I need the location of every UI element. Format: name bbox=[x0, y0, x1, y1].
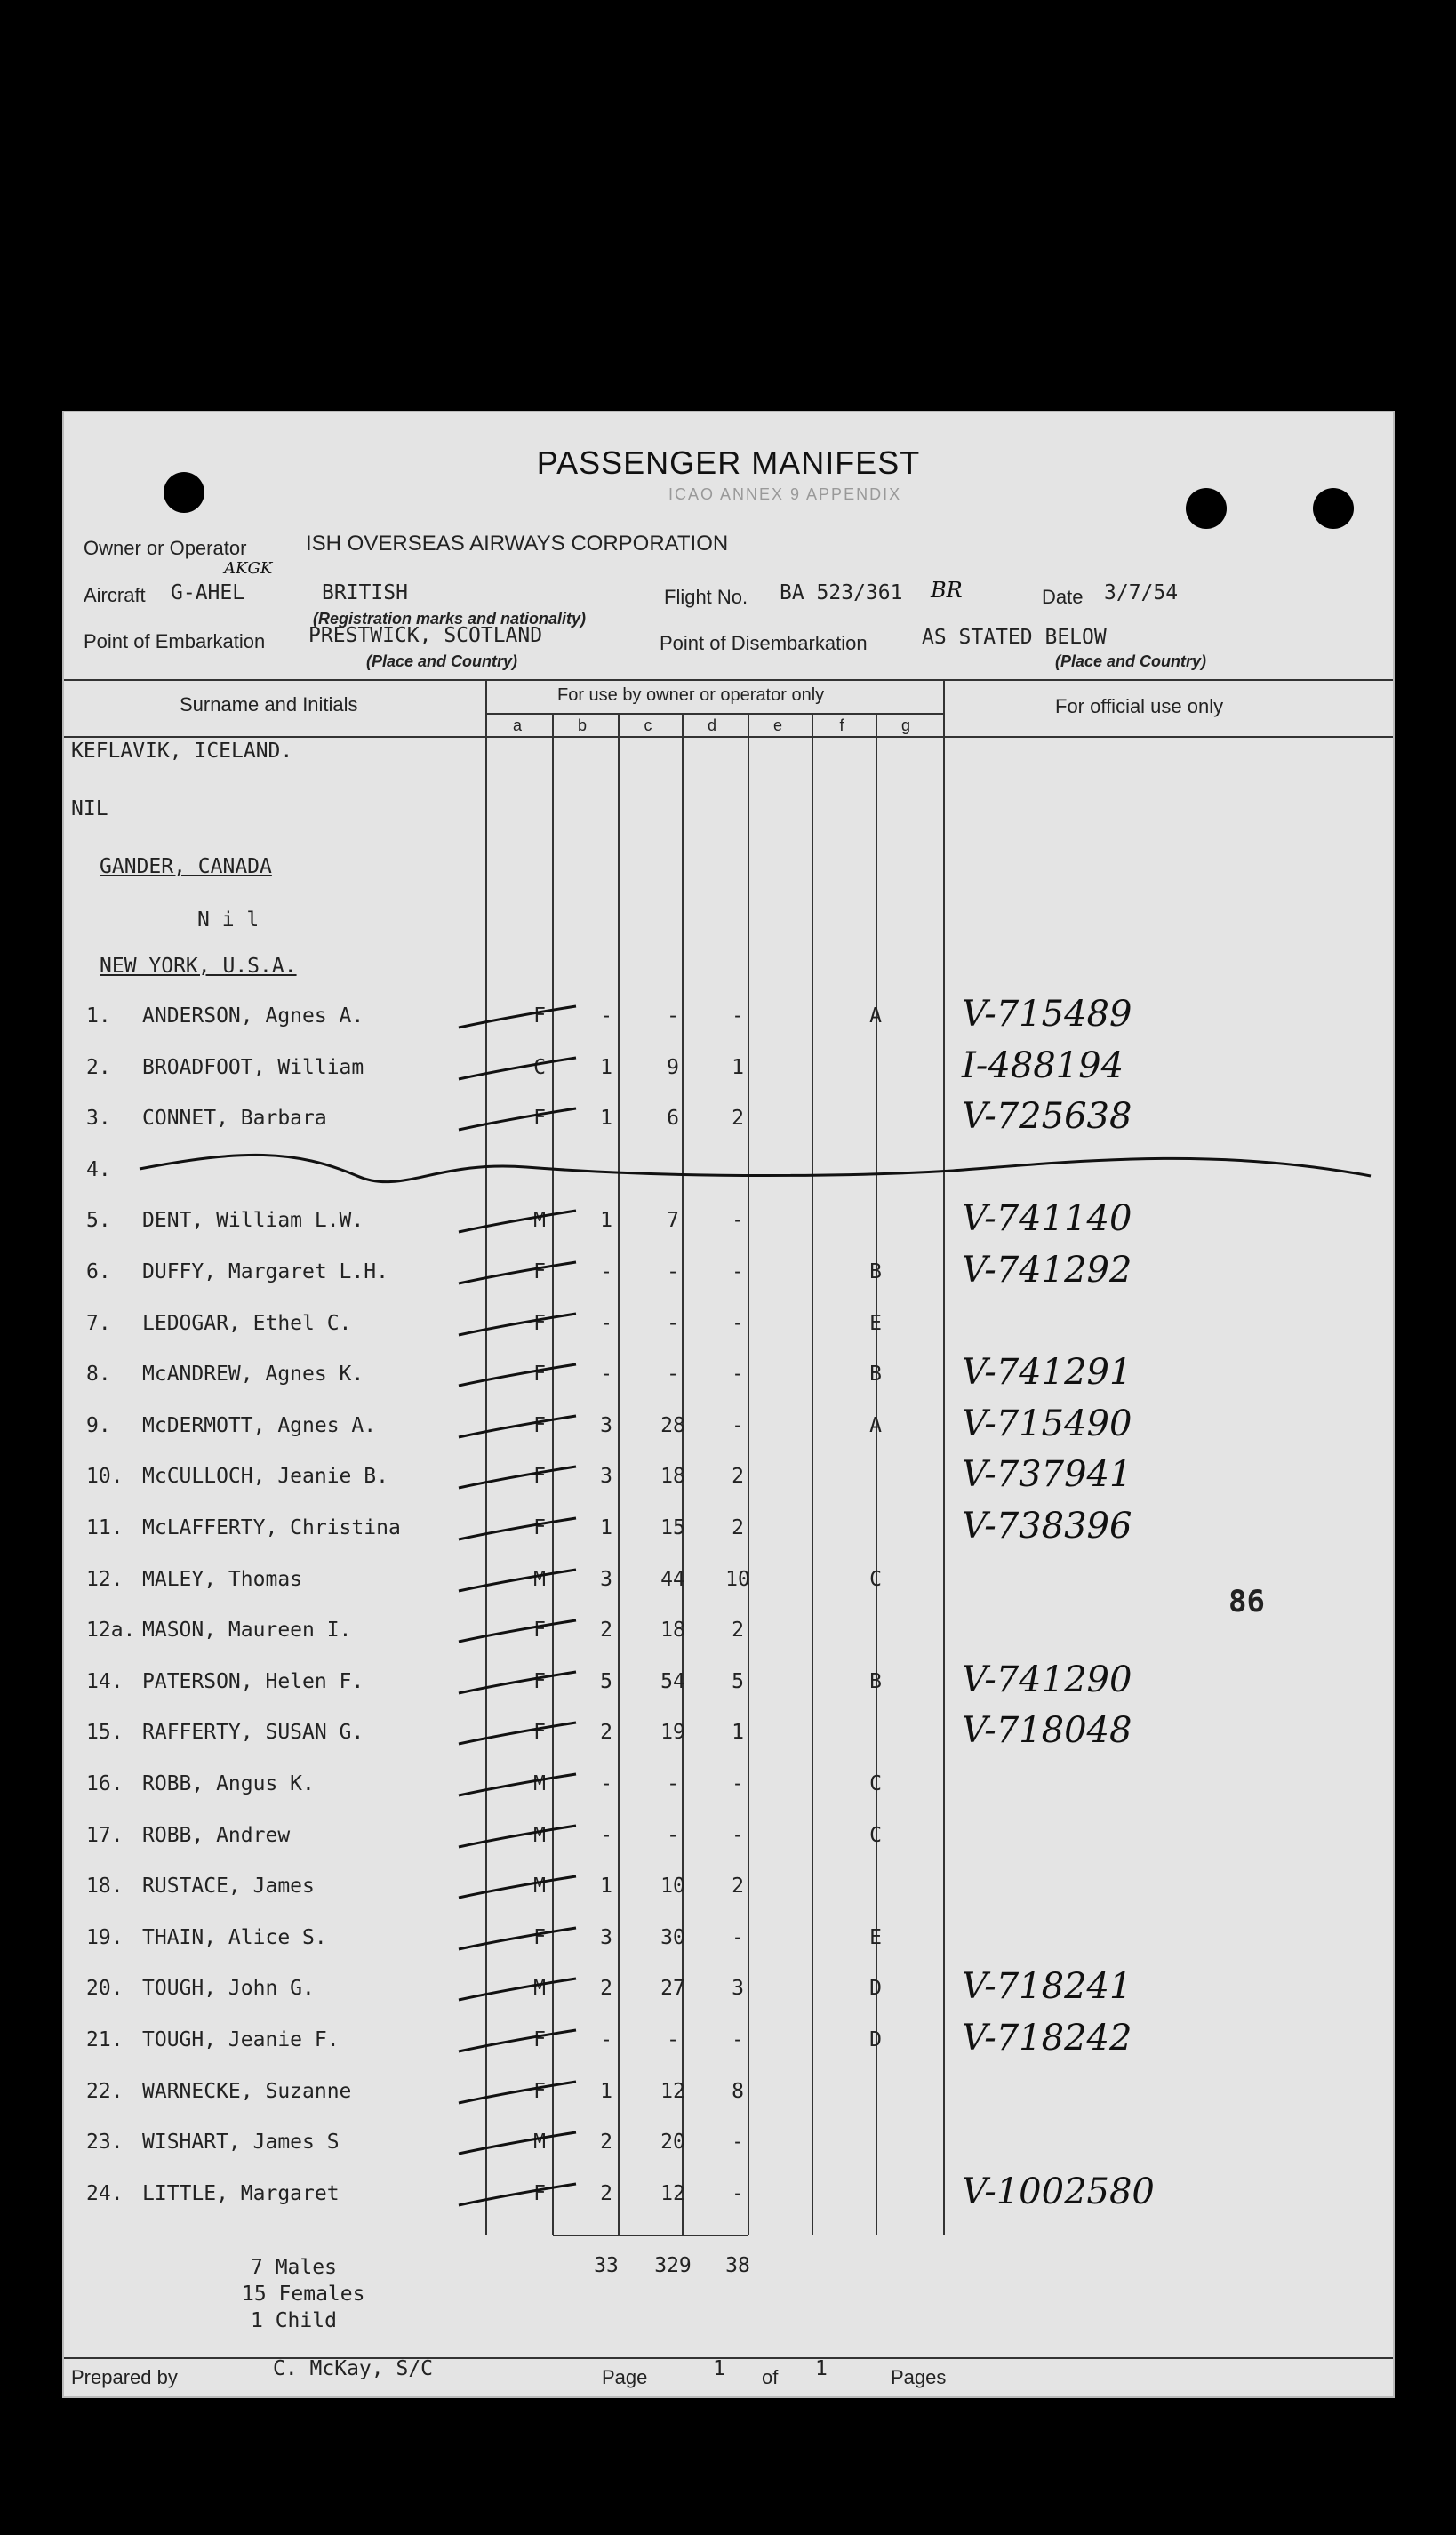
column-c-cell: 18 bbox=[660, 1465, 685, 1489]
column-f-cell: B bbox=[869, 1260, 882, 1283]
column-f-cell: C bbox=[869, 1823, 882, 1847]
punch-hole bbox=[1186, 488, 1227, 529]
official-visa-number: V-715490 bbox=[962, 1403, 1132, 1444]
passenger-row bbox=[64, 1966, 1393, 2012]
column-a-cell: M bbox=[533, 1209, 546, 1233]
column-f-cell: C bbox=[869, 1772, 882, 1795]
column-a-cell: M bbox=[533, 1977, 546, 2001]
passenger-number: 9. bbox=[86, 1413, 111, 1437]
column-b-cell: 1 bbox=[600, 1516, 612, 1539]
column-a-cell: F bbox=[533, 1721, 546, 1745]
passenger-name: PATERSON, Helen F. bbox=[142, 1669, 364, 1693]
passenger-number: 10. bbox=[86, 1465, 124, 1489]
column-a-cell: M bbox=[533, 2131, 546, 2155]
disembarkation-value: AS STATED BELOW bbox=[922, 626, 1107, 649]
passenger-number: 18. bbox=[86, 1875, 124, 1899]
official-visa-number: V-718048 bbox=[962, 1710, 1132, 1752]
section-newyork: NEW YORK, U.S.A. bbox=[100, 955, 297, 978]
column-c-cell: - bbox=[667, 1363, 679, 1387]
check-stroke bbox=[455, 1977, 580, 2003]
column-b-cell: - bbox=[600, 1260, 612, 1283]
check-stroke bbox=[455, 1363, 580, 1389]
passenger-row bbox=[64, 1454, 1393, 1500]
column-header-g: g bbox=[900, 716, 910, 734]
passenger-name: RAFFERTY, SUSAN G. bbox=[142, 1721, 364, 1745]
check-stroke bbox=[455, 1824, 580, 1851]
passenger-name: BROADFOOT, William bbox=[142, 1055, 364, 1079]
official-header: For official use only bbox=[1055, 695, 1224, 717]
column-c-cell: 10 bbox=[660, 1875, 685, 1899]
passenger-name: McCULLOCH, Jeanie B. bbox=[142, 1465, 388, 1489]
column-a-cell: F bbox=[533, 2079, 546, 2103]
column-f-cell: E bbox=[869, 1311, 882, 1335]
column-b-cell: - bbox=[600, 1311, 612, 1335]
passenger-name: WISHART, James S bbox=[142, 2131, 340, 2155]
column-c-cell: 6 bbox=[667, 1107, 679, 1131]
column-d-cell: - bbox=[732, 1925, 744, 1949]
check-stroke bbox=[455, 1107, 580, 1133]
check-stroke bbox=[455, 2028, 580, 2055]
passenger-row bbox=[64, 1312, 1393, 1347]
passenger-row bbox=[64, 1568, 1393, 1603]
column-b-cell: 2 bbox=[600, 1721, 612, 1745]
registration-note: (Registration marks and nationality) bbox=[313, 610, 587, 628]
surname-header: Surname and Initials bbox=[180, 693, 358, 716]
column-c-cell: - bbox=[667, 1772, 679, 1795]
official-visa-number: V-741292 bbox=[962, 1250, 1132, 1291]
column-header-d: d bbox=[707, 716, 716, 734]
column-c-cell: 27 bbox=[660, 1977, 685, 2001]
flight-handwritten: BR bbox=[931, 578, 963, 603]
column-c-cell: 44 bbox=[660, 1567, 685, 1591]
check-stroke bbox=[455, 1772, 580, 1799]
total-b: 33 bbox=[594, 2254, 619, 2277]
passenger-row bbox=[64, 2018, 1393, 2064]
owner-label: Owner or Operator bbox=[84, 537, 247, 559]
column-d-cell: - bbox=[732, 1363, 744, 1387]
column-c-cell: 54 bbox=[660, 1669, 685, 1693]
column-d-cell: 5 bbox=[732, 1669, 744, 1693]
passenger-row bbox=[64, 1198, 1393, 1244]
column-b-cell: 1 bbox=[600, 1107, 612, 1131]
column-header-f: f bbox=[839, 716, 844, 734]
header-divider bbox=[485, 713, 943, 715]
column-d-cell: 8 bbox=[732, 2079, 744, 2103]
total-d: 38 bbox=[725, 2254, 750, 2277]
column-f-cell: B bbox=[869, 1363, 882, 1387]
section-keflavik-value: NIL bbox=[71, 797, 108, 820]
column-d-cell: - bbox=[732, 1311, 744, 1335]
passenger-number: 6. bbox=[86, 1260, 111, 1283]
column-b-cell: - bbox=[600, 1004, 612, 1028]
passenger-name: RUSTACE, James bbox=[142, 1875, 315, 1899]
column-b-cell: 2 bbox=[600, 1619, 612, 1643]
column-d-cell: - bbox=[732, 1209, 744, 1233]
check-stroke bbox=[455, 1414, 580, 1441]
passenger-number: 20. bbox=[86, 1977, 124, 2001]
column-c-cell: 19 bbox=[660, 1721, 685, 1745]
column-b-cell: 2 bbox=[600, 2181, 612, 2205]
passenger-row bbox=[64, 1352, 1393, 1398]
column-d-cell: - bbox=[732, 1260, 744, 1283]
owner-use-header: For use by owner or operator only bbox=[557, 685, 825, 705]
column-c-cell: 12 bbox=[660, 2079, 685, 2103]
footer-rule bbox=[64, 2357, 1393, 2359]
passenger-number: 2. bbox=[86, 1055, 111, 1079]
passenger-name: TOUGH, John G. bbox=[142, 1977, 315, 2001]
check-stroke bbox=[455, 1312, 580, 1339]
column-b-cell: 3 bbox=[600, 1465, 612, 1489]
passenger-number: 14. bbox=[86, 1669, 124, 1693]
check-stroke bbox=[455, 1004, 580, 1031]
section-gander: GANDER, CANADA bbox=[100, 855, 272, 878]
totals-rule bbox=[553, 2235, 748, 2236]
aircraft-handwritten: AKGK bbox=[224, 559, 273, 578]
official-visa-number: V-741140 bbox=[962, 1198, 1132, 1240]
check-stroke bbox=[455, 1516, 580, 1543]
passenger-name: McDERMOTT, Agnes A. bbox=[142, 1413, 377, 1437]
passenger-row bbox=[64, 1403, 1393, 1450]
column-a-cell: F bbox=[533, 1107, 546, 1131]
column-f-cell: A bbox=[869, 1004, 882, 1028]
official-visa-number: V-737941 bbox=[962, 1454, 1132, 1496]
flight-label: Flight No. bbox=[664, 586, 748, 608]
disembarkation-label: Point of Disembarkation bbox=[660, 632, 868, 654]
table-top-rule bbox=[64, 679, 1393, 681]
summary-child: 1 Child bbox=[251, 2309, 337, 2332]
passenger-row bbox=[64, 1659, 1393, 1706]
column-a-cell: F bbox=[533, 1413, 546, 1437]
of-value: 1 bbox=[815, 2357, 828, 2380]
passenger-row bbox=[64, 1619, 1393, 1654]
passenger-row bbox=[64, 1044, 1393, 1092]
column-a-cell: F bbox=[533, 1260, 546, 1283]
column-c-cell: 20 bbox=[660, 2131, 685, 2155]
column-d-cell: - bbox=[732, 1413, 744, 1437]
page-label: Page bbox=[602, 2366, 648, 2388]
date-label: Date bbox=[1042, 586, 1084, 608]
column-d-cell: 1 bbox=[732, 1721, 744, 1745]
punch-hole bbox=[1313, 488, 1354, 529]
column-f-cell: E bbox=[869, 1925, 882, 1949]
check-stroke bbox=[455, 1056, 580, 1083]
passenger-name: DUFFY, Margaret L.H. bbox=[142, 1260, 388, 1283]
official-visa-number: V-718242 bbox=[962, 2018, 1132, 2059]
column-a-cell: M bbox=[533, 1823, 546, 1847]
check-stroke bbox=[455, 1260, 580, 1287]
official-visa-number: V-715489 bbox=[962, 994, 1132, 1035]
column-d-cell: 2 bbox=[732, 1516, 744, 1539]
column-c-cell: 12 bbox=[660, 2181, 685, 2205]
column-c-cell: - bbox=[667, 2028, 679, 2051]
passenger-row bbox=[64, 2080, 1393, 2115]
aircraft-value: G-AHEL bbox=[171, 581, 245, 604]
passenger-number: 4. bbox=[86, 1157, 111, 1181]
column-d-cell: - bbox=[732, 2028, 744, 2051]
passenger-number: 5. bbox=[86, 1209, 111, 1233]
passenger-row bbox=[64, 1250, 1393, 1296]
column-c-cell: 7 bbox=[667, 1209, 679, 1233]
manifest-sheet bbox=[62, 411, 1395, 2398]
passenger-name: LITTLE, Margaret bbox=[142, 2181, 340, 2205]
column-f-cell: D bbox=[869, 1977, 882, 2001]
passenger-number: 16. bbox=[86, 1772, 124, 1795]
of-label: of bbox=[762, 2366, 779, 2388]
passenger-number: 24. bbox=[86, 2181, 124, 2205]
passenger-name: WARNECKE, Suzanne bbox=[142, 2079, 352, 2103]
check-stroke bbox=[455, 1209, 580, 1236]
check-stroke bbox=[455, 2131, 580, 2157]
flight-value: BA 523/361 bbox=[780, 581, 903, 604]
column-b-cell: 2 bbox=[600, 1977, 612, 2001]
passenger-number: 19. bbox=[86, 1925, 124, 1949]
column-a-cell: F bbox=[533, 1311, 546, 1335]
passenger-number: 23. bbox=[86, 2131, 124, 2155]
summary-females: 15 Females bbox=[242, 2283, 365, 2306]
official-count: 86 bbox=[1228, 1584, 1265, 1619]
column-c-cell: - bbox=[667, 1260, 679, 1283]
column-a-cell: F bbox=[533, 1925, 546, 1949]
owner-value: ISH OVERSEAS AIRWAYS CORPORATION bbox=[306, 532, 729, 556]
column-d-cell: - bbox=[732, 2131, 744, 2155]
column-d-cell: 10 bbox=[725, 1567, 750, 1591]
column-f-cell: B bbox=[869, 1669, 882, 1693]
passenger-number: 12a. bbox=[86, 1619, 136, 1643]
header-bottom-rule bbox=[64, 736, 1393, 738]
column-b-cell: 5 bbox=[600, 1669, 612, 1693]
column-d-cell: - bbox=[732, 2181, 744, 2205]
column-c-cell: 18 bbox=[660, 1619, 685, 1643]
passenger-name: CONNET, Barbara bbox=[142, 1107, 327, 1131]
column-b-cell: 2 bbox=[600, 2131, 612, 2155]
passenger-name: McANDREW, Agnes K. bbox=[142, 1363, 364, 1387]
passenger-row bbox=[64, 1824, 1393, 1859]
official-visa-number: V-741290 bbox=[962, 1659, 1132, 1700]
column-a-cell: F bbox=[533, 2028, 546, 2051]
column-c-cell: 28 bbox=[660, 1413, 685, 1437]
check-stroke bbox=[455, 2182, 580, 2209]
column-b-cell: 3 bbox=[600, 1925, 612, 1949]
column-header-b: b bbox=[577, 716, 587, 734]
column-d-cell: 2 bbox=[732, 1875, 744, 1899]
column-b-cell: 1 bbox=[600, 1055, 612, 1079]
official-visa-number: V-741291 bbox=[962, 1352, 1132, 1394]
date-value: 3/7/54 bbox=[1104, 581, 1179, 604]
column-a-cell: F bbox=[533, 1363, 546, 1387]
column-f-cell: A bbox=[869, 1413, 882, 1437]
passenger-name: THAIN, Alice S. bbox=[142, 1925, 327, 1949]
column-b-cell: - bbox=[600, 1363, 612, 1387]
column-d-cell: - bbox=[732, 1004, 744, 1028]
place-note-left: (Place and Country) bbox=[366, 652, 518, 670]
column-a-cell: F bbox=[533, 1004, 546, 1028]
section-gander-value: N i l bbox=[197, 908, 260, 932]
passenger-number: 3. bbox=[86, 1107, 111, 1131]
column-a-cell: C bbox=[533, 1055, 546, 1079]
column-b-cell: - bbox=[600, 2028, 612, 2051]
passenger-row bbox=[64, 1926, 1393, 1962]
passenger-name: MALEY, Thomas bbox=[142, 1567, 303, 1591]
page-value: 1 bbox=[713, 2357, 725, 2380]
document-subtitle: ICAO ANNEX 9 APPENDIX bbox=[668, 485, 902, 503]
aircraft-nationality: BRITISH bbox=[322, 581, 408, 604]
passenger-row bbox=[64, 994, 1393, 1040]
column-d-cell: - bbox=[732, 1772, 744, 1795]
column-b-cell: - bbox=[600, 1772, 612, 1795]
embarkation-label: Point of Embarkation bbox=[84, 630, 266, 652]
column-a-cell: F bbox=[533, 2181, 546, 2205]
column-d-cell: 2 bbox=[732, 1619, 744, 1643]
passenger-number: 1. bbox=[86, 1004, 111, 1028]
document-title: PASSENGER MANIFEST bbox=[536, 444, 921, 481]
column-c-cell: - bbox=[667, 1311, 679, 1335]
prepared-value: C. McKay, S/C bbox=[273, 2357, 434, 2380]
official-visa-number: V-718241 bbox=[962, 1966, 1132, 2008]
column-d-cell: 2 bbox=[732, 1107, 744, 1131]
passenger-number: 7. bbox=[86, 1311, 111, 1335]
passenger-number: 17. bbox=[86, 1823, 124, 1847]
column-b-cell: 3 bbox=[600, 1567, 612, 1591]
column-d-cell: - bbox=[732, 1823, 744, 1847]
passenger-name: ANDERSON, Agnes A. bbox=[142, 1004, 364, 1028]
column-b-cell: 1 bbox=[600, 1875, 612, 1899]
column-a-cell: M bbox=[533, 1772, 546, 1795]
column-c-cell: 9 bbox=[667, 1055, 679, 1079]
passenger-row bbox=[64, 2131, 1393, 2166]
column-b-cell: 1 bbox=[600, 1209, 612, 1233]
column-b-cell: - bbox=[600, 1823, 612, 1847]
check-stroke bbox=[455, 1619, 580, 1645]
passenger-row bbox=[64, 1096, 1393, 1142]
column-f-cell: C bbox=[869, 1567, 882, 1591]
deletion-wave bbox=[64, 1140, 1393, 1194]
column-d-cell: 3 bbox=[732, 1977, 744, 2001]
official-visa-number: V-738396 bbox=[962, 1506, 1132, 1547]
column-header-e: e bbox=[772, 716, 782, 734]
passenger-name: MASON, Maureen I. bbox=[142, 1619, 352, 1643]
column-c-cell: 15 bbox=[660, 1516, 685, 1539]
column-a-cell: M bbox=[533, 1567, 546, 1591]
column-c-cell: 30 bbox=[660, 1925, 685, 1949]
section-keflavik: KEFLAVIK, ICELAND. bbox=[71, 740, 293, 763]
check-stroke bbox=[455, 2080, 580, 2107]
column-b-cell: 1 bbox=[600, 2079, 612, 2103]
embarkation-value: PRESTWICK, SCOTLAND bbox=[308, 624, 543, 647]
column-b-cell: 3 bbox=[600, 1413, 612, 1437]
passenger-name: ROBB, Andrew bbox=[142, 1823, 291, 1847]
passenger-name: LEDOGAR, Ethel C. bbox=[142, 1311, 352, 1335]
column-a-cell: F bbox=[533, 1619, 546, 1643]
passenger-row bbox=[64, 1875, 1393, 1910]
column-a-cell: F bbox=[533, 1516, 546, 1539]
check-stroke bbox=[455, 1568, 580, 1595]
passenger-number: 12. bbox=[86, 1567, 124, 1591]
check-stroke bbox=[455, 1670, 580, 1697]
column-d-cell: 2 bbox=[732, 1465, 744, 1489]
prepared-label: Prepared by bbox=[71, 2366, 178, 2388]
official-visa-number: V-725638 bbox=[962, 1096, 1132, 1138]
column-a-cell: M bbox=[533, 1875, 546, 1899]
passenger-number: 21. bbox=[86, 2028, 124, 2051]
passenger-number: 22. bbox=[86, 2079, 124, 2103]
column-c-cell: - bbox=[667, 1823, 679, 1847]
passenger-row bbox=[64, 1506, 1393, 1552]
column-c-cell: - bbox=[667, 1004, 679, 1028]
passenger-number: 11. bbox=[86, 1516, 124, 1539]
summary-males: 7 Males bbox=[251, 2256, 337, 2279]
pages-label: Pages bbox=[891, 2366, 947, 2388]
passenger-row bbox=[64, 1710, 1393, 1756]
column-f-cell: D bbox=[869, 2028, 882, 2051]
total-c: 329 bbox=[654, 2254, 692, 2277]
passenger-number: 8. bbox=[86, 1363, 111, 1387]
passenger-row bbox=[64, 2171, 1393, 2218]
passenger-name: DENT, William L.W. bbox=[142, 1209, 364, 1233]
check-stroke bbox=[455, 1721, 580, 1747]
aircraft-label: Aircraft bbox=[84, 584, 146, 606]
check-stroke bbox=[455, 1875, 580, 1901]
place-note-right: (Place and Country) bbox=[1055, 652, 1207, 670]
passenger-row bbox=[64, 1772, 1393, 1808]
passenger-number: 15. bbox=[86, 1721, 124, 1745]
check-stroke bbox=[455, 1926, 580, 1953]
column-a-cell: F bbox=[533, 1669, 546, 1693]
column-header-a: a bbox=[512, 716, 522, 734]
column-d-cell: 1 bbox=[732, 1055, 744, 1079]
column-a-cell: F bbox=[533, 1465, 546, 1489]
official-visa-number: I-488194 bbox=[962, 1044, 1124, 1086]
column-header-c: c bbox=[644, 716, 652, 734]
passenger-name: TOUGH, Jeanie F. bbox=[142, 2028, 340, 2051]
passenger-name: ROBB, Angus K. bbox=[142, 1772, 315, 1795]
official-visa-number: V-1002580 bbox=[962, 2171, 1155, 2212]
check-stroke bbox=[455, 1465, 580, 1491]
passenger-name: McLAFFERTY, Christina bbox=[142, 1516, 401, 1539]
